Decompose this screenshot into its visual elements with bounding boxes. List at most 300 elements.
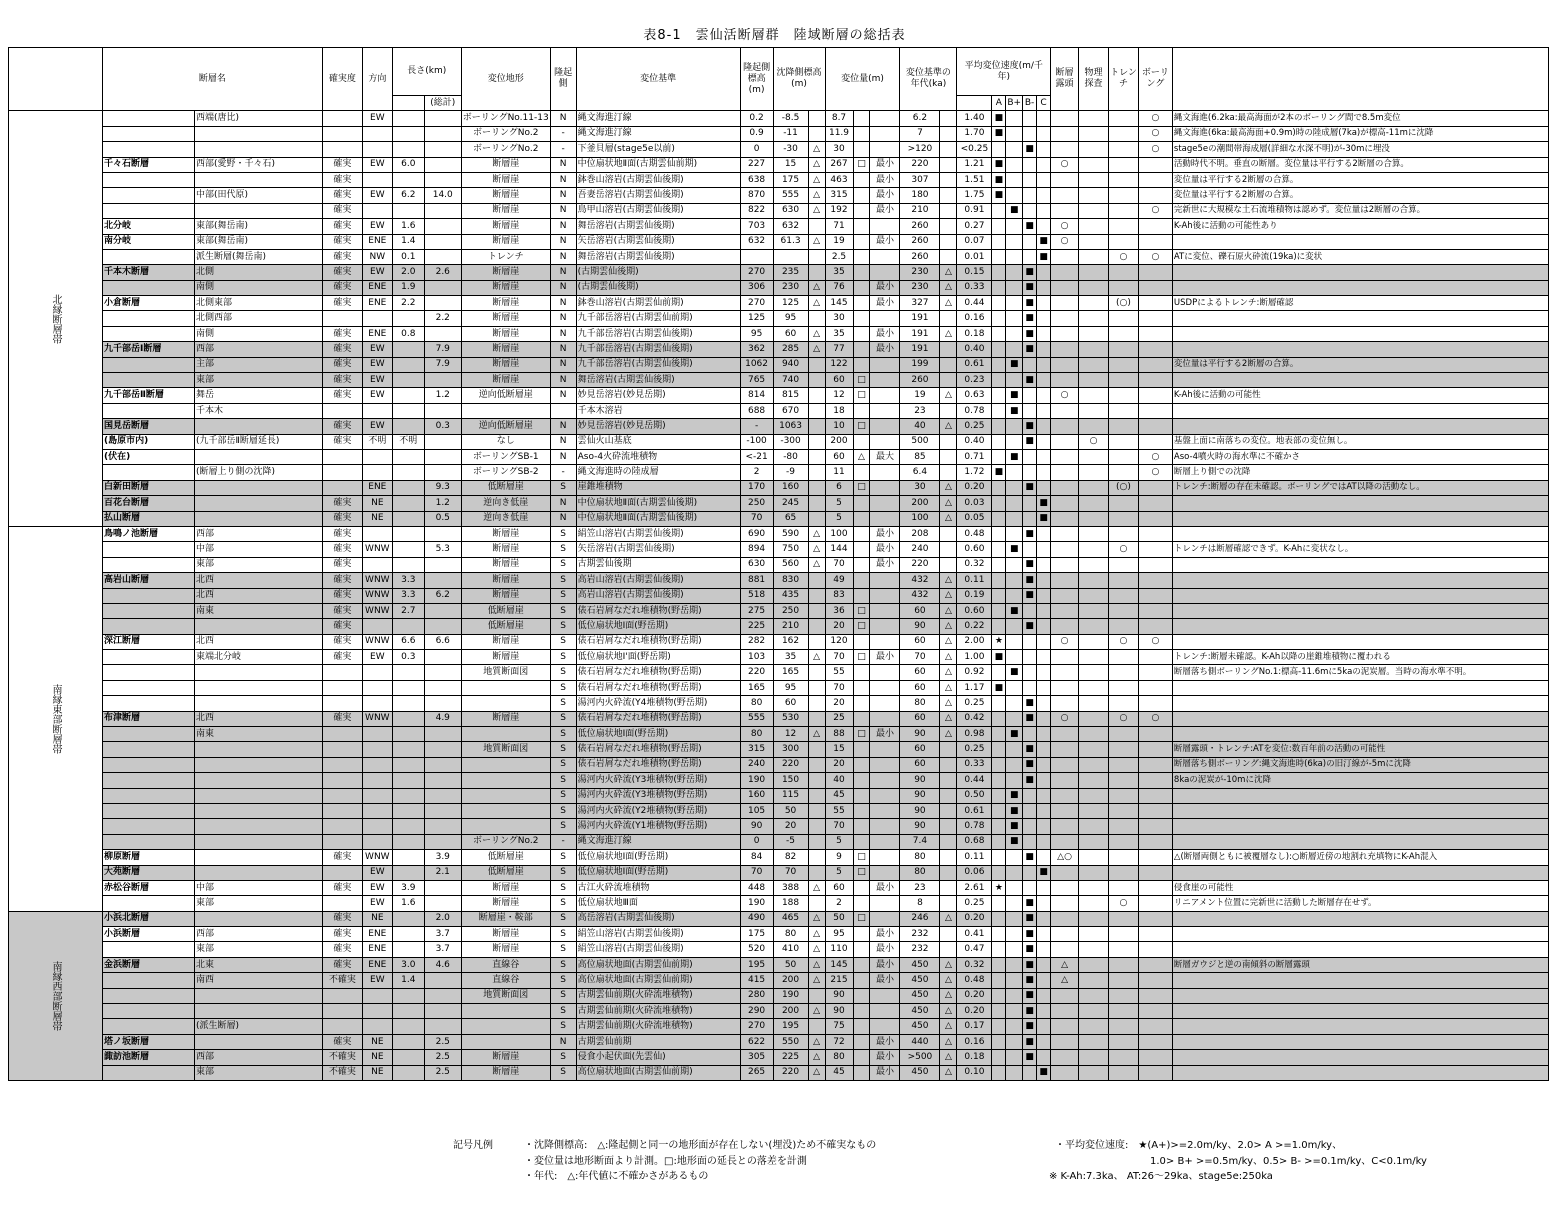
- cell-remarks: 基盤上面に南落ちの変位。地表部の変位無し。: [1172, 434, 1548, 449]
- cell-disp-note: 最小: [870, 1065, 900, 1080]
- cell-geophysics: [1079, 280, 1109, 295]
- legend-line: ・変位量は地形断面より計測。□:地形面の延長との落差を計測: [524, 1156, 807, 1167]
- cell-geophysics: [1079, 357, 1109, 372]
- cell-remarks: ATに変位、礫石原火砕流(19ka)に変状: [1172, 249, 1548, 264]
- cell-boring: [1138, 696, 1172, 711]
- cell-uplift-side: -: [550, 142, 576, 157]
- table-row: [9, 142, 1549, 157]
- cell-certainty: [322, 773, 362, 788]
- cell-rank-c: [1037, 142, 1051, 157]
- cell-boring: [1138, 773, 1172, 788]
- cell-age: 230: [900, 280, 940, 295]
- cell-marker: 絹笠山溶岩(古期雲仙後期): [576, 942, 740, 957]
- cell-outcrop: [1051, 542, 1079, 557]
- cell-subside-elev: 61.3: [773, 234, 808, 249]
- cell-segment: 北側: [194, 265, 322, 280]
- cell-segment: [194, 680, 322, 695]
- cell-age: 450: [900, 957, 940, 972]
- table-row: [9, 773, 1549, 788]
- cell-rank-a: [992, 357, 1006, 372]
- cell-displacement: 75: [825, 1019, 853, 1034]
- cell-subside-elev: 245: [773, 496, 808, 511]
- cell-age: 23: [900, 403, 940, 418]
- cell-geophysics: [1079, 403, 1109, 418]
- cell-outcrop: [1051, 757, 1079, 772]
- cell-rank-bminus: ■: [1023, 711, 1037, 726]
- cell-subside-flag: △: [808, 203, 825, 218]
- cell-landform: 直線谷: [461, 973, 550, 988]
- cell-uplift-side: S: [550, 896, 576, 911]
- cell-marker: 九千部岳溶岩(古期雲仙後期): [576, 357, 740, 372]
- cell-rank-bminus: ■: [1023, 927, 1037, 942]
- cell-certainty: 不確実: [322, 1065, 362, 1080]
- cell-rank-bplus: [1006, 942, 1023, 957]
- cell-disp-note: 最小: [870, 1034, 900, 1049]
- cell-certainty: 確実: [322, 373, 362, 388]
- cell-age: 450: [900, 1065, 940, 1080]
- table-row: [9, 1050, 1549, 1065]
- cell-direction: WNW: [362, 711, 392, 726]
- cell-direction: NE: [362, 496, 392, 511]
- cell-rank-c: [1037, 603, 1051, 618]
- cell-length-total: 7.9: [424, 357, 461, 372]
- cell-geophysics: [1079, 803, 1109, 818]
- cell-subside-elev: 200: [773, 973, 808, 988]
- cell-boring: [1138, 526, 1172, 541]
- cell-uplift-elev: 95: [740, 326, 773, 341]
- table-row: [9, 850, 1549, 865]
- cell-uplift-side: N: [550, 296, 576, 311]
- cell-disp-note: [870, 1019, 900, 1034]
- cell-disp-note: [870, 742, 900, 757]
- cell-segment: 東部: [194, 942, 322, 957]
- cell-rank-bplus: ■: [1006, 788, 1023, 803]
- cell-disp-note: [870, 403, 900, 418]
- table-row: [9, 834, 1549, 849]
- legend-line: ・平均変位速度: ★(A+)>=2.0m/ky、2.0> A >=1.0m/ky、: [1055, 1140, 1343, 1151]
- cell-remarks: 断層露頭・トレンチ:ATを変位:数百年前の活動の可能性: [1172, 742, 1548, 757]
- cell-displacement: 19: [825, 234, 853, 249]
- cell-rank-c: ■: [1037, 249, 1051, 264]
- cell-fault-name: [103, 126, 195, 141]
- cell-disp-note: [870, 480, 900, 495]
- cell-rank-bminus: [1023, 188, 1037, 203]
- cell-outcrop: [1051, 296, 1079, 311]
- cell-direction: ENE: [362, 234, 392, 249]
- cell-certainty: 確実: [322, 342, 362, 357]
- cell-disp-note: 最小: [870, 557, 900, 572]
- cell-disp-flag: □: [853, 373, 870, 388]
- cell-trench: [1108, 403, 1138, 418]
- cell-subside-flag: [808, 111, 825, 126]
- cell-marker: 低位扇状地Ⅰ'面(野岳期): [576, 650, 740, 665]
- cell-disp-note: 最小: [870, 1050, 900, 1065]
- cell-outcrop: [1051, 896, 1079, 911]
- cell-rank-c: [1037, 542, 1051, 557]
- cell-displacement: 5: [825, 496, 853, 511]
- cell-rank-c: [1037, 1019, 1051, 1034]
- cell-fault-name: (島原市内): [103, 434, 195, 449]
- cell-age-flag: △: [940, 988, 957, 1003]
- cell-certainty: 確実: [322, 542, 362, 557]
- cell-rate: 0.91: [957, 203, 992, 218]
- cell-rank-c: [1037, 157, 1051, 172]
- cell-age: 90: [900, 727, 940, 742]
- cell-landform: 断層崖: [461, 1050, 550, 1065]
- header-uplift-elev: 隆起側標高(m): [740, 48, 773, 111]
- table-row: [9, 203, 1549, 218]
- cell-direction: EW: [362, 896, 392, 911]
- cell-segment: 北西: [194, 634, 322, 649]
- cell-boring: ○: [1138, 249, 1172, 264]
- cell-fault-name: 布津断層: [103, 711, 195, 726]
- cell-rate: 0.11: [957, 573, 992, 588]
- cell-uplift-elev: 103: [740, 650, 773, 665]
- cell-geophysics: [1079, 157, 1109, 172]
- cell-displacement: 50: [825, 911, 853, 926]
- cell-rank-c: [1037, 834, 1051, 849]
- cell-displacement: 6: [825, 480, 853, 495]
- cell-certainty: [322, 803, 362, 818]
- cell-length: [392, 711, 424, 726]
- cell-disp-note: 最小: [870, 650, 900, 665]
- cell-marker: 低位扇状地Ⅰ面(野岳期): [576, 619, 740, 634]
- cell-marker: (古期雲仙後期): [576, 265, 740, 280]
- cell-disp-flag: [853, 111, 870, 126]
- cell-trench: [1108, 803, 1138, 818]
- cell-age: 260: [900, 373, 940, 388]
- cell-rate: 0.25: [957, 696, 992, 711]
- cell-rate: 0.47: [957, 942, 992, 957]
- cell-outcrop: △: [1051, 957, 1079, 972]
- cell-landform: [461, 403, 550, 418]
- cell-displacement: 30: [825, 311, 853, 326]
- cell-landform: 断層崖: [461, 650, 550, 665]
- cell-disp-note: 最小: [870, 973, 900, 988]
- cell-subside-elev: [773, 249, 808, 264]
- header-rank-bplus: B+: [1006, 96, 1023, 111]
- cell-uplift-side: N: [550, 1034, 576, 1049]
- cell-uplift-side: S: [550, 650, 576, 665]
- cell-age-flag: △: [940, 1065, 957, 1080]
- cell-rank-bplus: [1006, 434, 1023, 449]
- cell-outcrop: △○: [1051, 850, 1079, 865]
- cell-trench: [1108, 957, 1138, 972]
- cell-age-flag: [940, 172, 957, 187]
- cell-disp-note: 最小: [870, 727, 900, 742]
- cell-age-flag: [940, 819, 957, 834]
- cell-marker: 吾妻岳溶岩(古期雲仙後期): [576, 188, 740, 203]
- cell-subside-elev: -5: [773, 834, 808, 849]
- cell-disp-note: 最小: [870, 342, 900, 357]
- cell-marker: 矢岳溶岩(古期雲仙後期): [576, 234, 740, 249]
- cell-geophysics: [1079, 265, 1109, 280]
- cell-certainty: [322, 1019, 362, 1034]
- cell-age: 8: [900, 896, 940, 911]
- cell-displacement: 463: [825, 172, 853, 187]
- cell-subside-elev: 160: [773, 480, 808, 495]
- cell-rank-a: ■: [992, 188, 1006, 203]
- cell-length-total: [424, 757, 461, 772]
- cell-rank-c: [1037, 126, 1051, 141]
- cell-rank-a: [992, 480, 1006, 495]
- cell-rank-c: [1037, 757, 1051, 772]
- cell-landform: 直線谷: [461, 957, 550, 972]
- cell-boring: [1138, 357, 1172, 372]
- cell-landform: [461, 1034, 550, 1049]
- cell-certainty: 確実: [322, 296, 362, 311]
- cell-uplift-side: S: [550, 880, 576, 895]
- cell-subside-elev: 175: [773, 172, 808, 187]
- cell-geophysics: [1079, 496, 1109, 511]
- cell-rate: 0.17: [957, 1019, 992, 1034]
- cell-rate: 0.15: [957, 265, 992, 280]
- cell-displacement: 5: [825, 865, 853, 880]
- cell-fault-name: [103, 988, 195, 1003]
- cell-subside-flag: [808, 511, 825, 526]
- cell-age: 450: [900, 1004, 940, 1019]
- cell-direction: [362, 803, 392, 818]
- table-row: [9, 942, 1549, 957]
- cell-rank-bminus: ■: [1023, 373, 1037, 388]
- cell-subside-flag: [808, 773, 825, 788]
- cell-disp-note: 最小: [870, 927, 900, 942]
- table-row: [9, 1004, 1549, 1019]
- cell-direction: EW: [362, 157, 392, 172]
- cell-boring: [1138, 172, 1172, 187]
- cell-rate: 2.61: [957, 880, 992, 895]
- cell-direction: EW: [362, 880, 392, 895]
- cell-uplift-side: S: [550, 803, 576, 818]
- cell-remarks: 縄文海進(6.2ka:最高海面が2本のボーリング間で8.5m変位: [1172, 111, 1548, 126]
- cell-fault-name: 金浜断層: [103, 957, 195, 972]
- cell-disp-flag: [853, 542, 870, 557]
- cell-rank-bplus: [1006, 634, 1023, 649]
- cell-rank-bplus: ■: [1006, 542, 1023, 557]
- cell-displacement: 5: [825, 834, 853, 849]
- cell-rank-bplus: [1006, 927, 1023, 942]
- cell-disp-flag: [853, 142, 870, 157]
- cell-uplift-elev: 84: [740, 850, 773, 865]
- cell-age-flag: △: [940, 680, 957, 695]
- cell-uplift-elev: 225: [740, 619, 773, 634]
- cell-displacement: 30: [825, 142, 853, 157]
- table-row: [9, 803, 1549, 818]
- cell-rate: 0.63: [957, 388, 992, 403]
- cell-remarks: [1172, 234, 1548, 249]
- cell-rank-bminus: ■: [1023, 311, 1037, 326]
- cell-uplift-elev: 688: [740, 403, 773, 418]
- cell-uplift-side: S: [550, 911, 576, 926]
- cell-rank-bplus: [1006, 850, 1023, 865]
- cell-rank-bminus: [1023, 727, 1037, 742]
- cell-landform: 低断層崖: [461, 850, 550, 865]
- cell-age: >120: [900, 142, 940, 157]
- cell-uplift-side: S: [550, 557, 576, 572]
- cell-uplift-elev: 290: [740, 1004, 773, 1019]
- header-outcrop: 断層露頭: [1051, 48, 1079, 111]
- cell-subside-elev: 1063: [773, 419, 808, 434]
- cell-segment: 西端(唐比): [194, 111, 322, 126]
- cell-geophysics: [1079, 188, 1109, 203]
- cell-certainty: [322, 788, 362, 803]
- table-row: [9, 465, 1549, 480]
- cell-uplift-side: N: [550, 496, 576, 511]
- cell-displacement: 2: [825, 896, 853, 911]
- cell-fault-name: [103, 896, 195, 911]
- table-row: [9, 388, 1549, 403]
- cell-length-total: [424, 619, 461, 634]
- cell-displacement: 10: [825, 419, 853, 434]
- cell-segment: 南側: [194, 326, 322, 341]
- cell-rank-a: [992, 296, 1006, 311]
- cell-certainty: 確実: [322, 249, 362, 264]
- cell-segment: 北側西部: [194, 311, 322, 326]
- cell-length-total: [424, 880, 461, 895]
- cell-remarks: [1172, 680, 1548, 695]
- cell-remarks: K-Ah後に活動の可能性あり: [1172, 219, 1548, 234]
- cell-disp-flag: [853, 311, 870, 326]
- cell-age-flag: [940, 773, 957, 788]
- cell-subside-elev: 225: [773, 1050, 808, 1065]
- cell-age-flag: [940, 434, 957, 449]
- cell-boring: [1138, 480, 1172, 495]
- cell-direction: [362, 526, 392, 541]
- cell-rank-a: [992, 249, 1006, 264]
- cell-rank-bplus: ■: [1006, 403, 1023, 418]
- cell-boring: [1138, 896, 1172, 911]
- cell-rank-a: [992, 311, 1006, 326]
- cell-rate: 0.05: [957, 511, 992, 526]
- cell-age-flag: [940, 542, 957, 557]
- cell-rank-bminus: [1023, 172, 1037, 187]
- cell-rank-bplus: [1006, 957, 1023, 972]
- cell-rank-bminus: [1023, 357, 1037, 372]
- table-row: [9, 357, 1549, 372]
- cell-subside-flag: △: [808, 1065, 825, 1080]
- cell-remarks: [1172, 1004, 1548, 1019]
- cell-length: [392, 542, 424, 557]
- cell-uplift-elev: 315: [740, 742, 773, 757]
- cell-uplift-side: S: [550, 573, 576, 588]
- cell-geophysics: [1079, 665, 1109, 680]
- cell-trench: [1108, 911, 1138, 926]
- cell-landform: 断層崖: [461, 542, 550, 557]
- cell-boring: [1138, 619, 1172, 634]
- cell-direction: [362, 680, 392, 695]
- cell-trench: [1108, 126, 1138, 141]
- header-rank-bminus: B-: [1023, 96, 1037, 111]
- cell-disp-note: 最小: [870, 203, 900, 218]
- cell-rank-bminus: [1023, 865, 1037, 880]
- cell-age-flag: [940, 742, 957, 757]
- cell-fault-name: 諏訪池断層: [103, 1050, 195, 1065]
- cell-direction: EW: [362, 973, 392, 988]
- cell-boring: ○: [1138, 126, 1172, 141]
- cell-rate: 0.48: [957, 973, 992, 988]
- cell-rank-bplus: [1006, 757, 1023, 772]
- cell-fault-name: [103, 619, 195, 634]
- cell-disp-flag: [853, 588, 870, 603]
- cell-length-total: [424, 126, 461, 141]
- cell-age: 60: [900, 680, 940, 695]
- cell-length-total: [424, 172, 461, 187]
- cell-rate: 0.20: [957, 1004, 992, 1019]
- cell-rank-c: [1037, 896, 1051, 911]
- cell-rank-bminus: [1023, 403, 1037, 418]
- cell-fault-name: [103, 788, 195, 803]
- cell-subside-flag: [808, 219, 825, 234]
- cell-outcrop: [1051, 249, 1079, 264]
- cell-segment: [194, 850, 322, 865]
- cell-subside-elev: 162: [773, 634, 808, 649]
- cell-disp-flag: [853, 942, 870, 957]
- cell-fault-name: [103, 650, 195, 665]
- cell-trench: [1108, 326, 1138, 341]
- cell-landform: [461, 680, 550, 695]
- cell-displacement: 9: [825, 850, 853, 865]
- cell-length-total: 0.3: [424, 419, 461, 434]
- cell-rank-bminus: ■: [1023, 480, 1037, 495]
- cell-subside-flag: [808, 788, 825, 803]
- cell-fault-name: 国見岳断層: [103, 419, 195, 434]
- cell-segment: 中部(田代原): [194, 188, 322, 203]
- cell-boring: [1138, 342, 1172, 357]
- cell-uplift-side: S: [550, 696, 576, 711]
- cell-trench: [1108, 1065, 1138, 1080]
- cell-outcrop: [1051, 788, 1079, 803]
- cell-rank-bplus: [1006, 142, 1023, 157]
- cell-geophysics: [1079, 234, 1109, 249]
- cell-certainty: [322, 865, 362, 880]
- cell-certainty: 確実: [322, 172, 362, 187]
- cell-boring: [1138, 927, 1172, 942]
- cell-remarks: [1172, 942, 1548, 957]
- cell-age: 80: [900, 696, 940, 711]
- cell-rank-a: [992, 434, 1006, 449]
- cell-disp-flag: [853, 496, 870, 511]
- cell-boring: [1138, 496, 1172, 511]
- cell-landform: 断層崖: [461, 357, 550, 372]
- cell-segment: 中部: [194, 880, 322, 895]
- cell-landform: 地質断面図: [461, 988, 550, 1003]
- table-row: [9, 819, 1549, 834]
- cell-disp-flag: [853, 711, 870, 726]
- cell-rank-bminus: ■: [1023, 957, 1037, 972]
- legend-label: 記号凡例: [453, 1140, 493, 1151]
- cell-length: 不明: [392, 434, 424, 449]
- cell-fault-name: 南分岐: [103, 234, 195, 249]
- cell-direction: [362, 696, 392, 711]
- cell-uplift-side: N: [550, 280, 576, 295]
- cell-subside-elev: 740: [773, 373, 808, 388]
- cell-remarks: △(断層両側ともに被覆層なし):○断層近傍の地割れ充填物にK-Ah混入: [1172, 850, 1548, 865]
- cell-disp-flag: [853, 265, 870, 280]
- cell-rank-a: ■: [992, 465, 1006, 480]
- cell-rank-bminus: [1023, 203, 1037, 218]
- cell-certainty: 確実: [322, 850, 362, 865]
- cell-fault-name: [103, 603, 195, 618]
- cell-remarks: 変位量は平行する2断層の合算。: [1172, 172, 1548, 187]
- table-row: [9, 603, 1549, 618]
- cell-disp-note: 最小: [870, 188, 900, 203]
- header-slip-rate: 平均変位速度(m/千年): [957, 48, 1051, 96]
- table-row: [9, 880, 1549, 895]
- cell-disp-flag: [853, 788, 870, 803]
- cell-fault-name: [103, 465, 195, 480]
- cell-rank-bplus: [1006, 711, 1023, 726]
- cell-segment: 東部: [194, 373, 322, 388]
